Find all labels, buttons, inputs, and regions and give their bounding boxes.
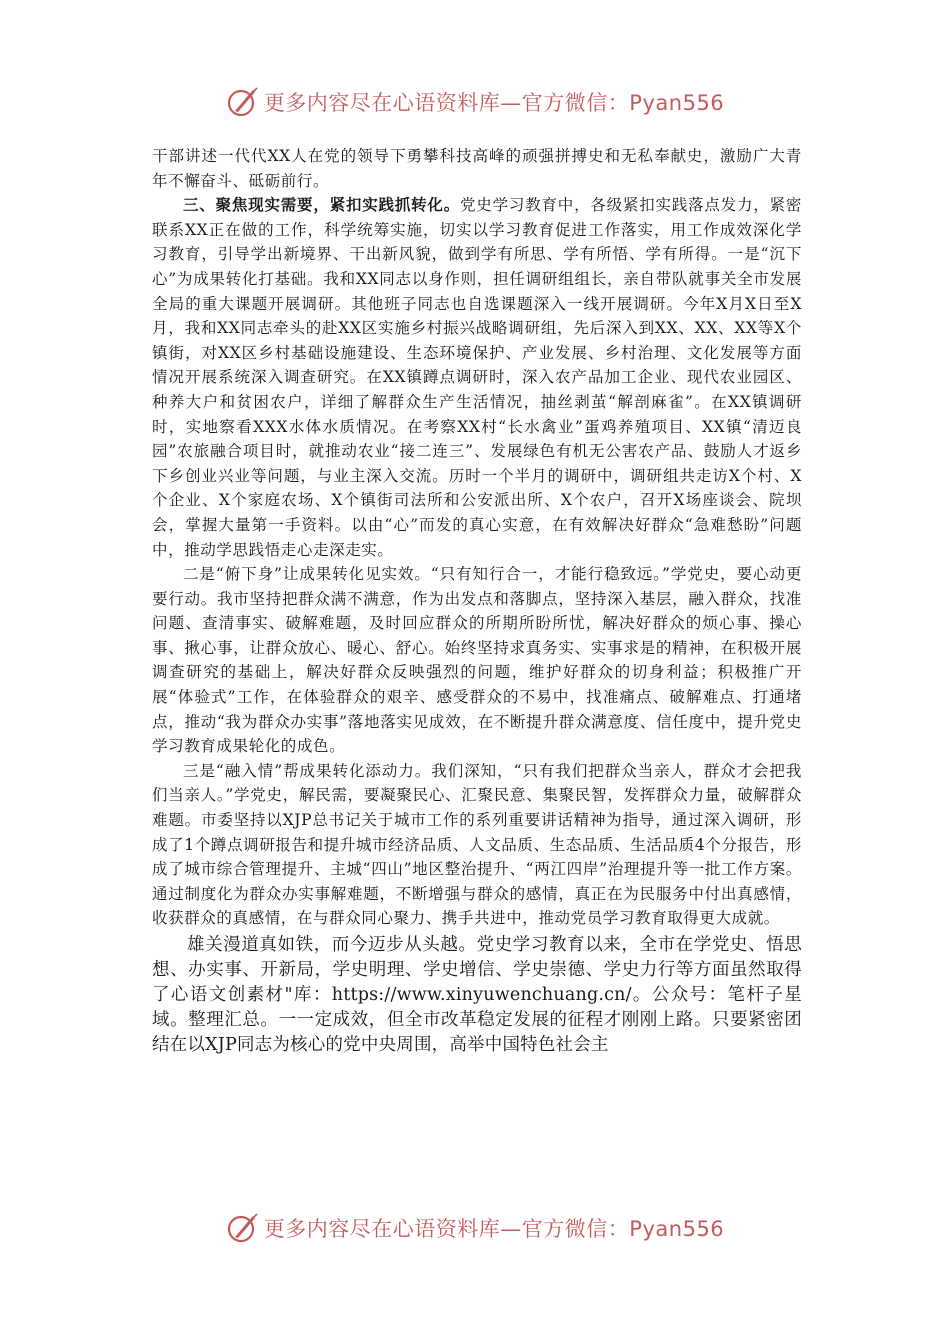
- quill-pen-logo-icon: [226, 85, 260, 119]
- document-body: [152, 144, 802, 1058]
- header-banner-text: 更多内容尽在心语资料库—官方微信：Pyan556: [263, 91, 725, 115]
- footer-banner-text: 更多内容尽在心语资料库—官方微信：Pyan556: [263, 1217, 725, 1241]
- paragraph-4: 三是“融入情”帮成果转化添动力。我们深知，“只有我们把群众当亲人，群众才会把我们当亲人。”学党史，解民需，要凝聚民心、汇聚民意、集聚民智，发挥群众力量，破解群众难题。市委坚持以XJP总书记关于城市工作的系列重要讲话精神为指导，通过深入调研，形成了1个蹲点调研报告和提升城市经济品质、人文品质、生态品质、生活品质4个分报告，形成了城市综合管理提升、主城“四山”地区整治提升、“两江四岸”治理提升等一批工作方案。通过制度化为群众办实事解难题，不断增强与群众的感情，真正在为民服务中付出真感情，收获群众的真感情，在与群众同心聚力、携手共进中，推动党员学习教育取得更大成就。: [152, 761, 802, 928]
- paragraph-2: [152, 193, 802, 562]
- paragraph-5: 雄关漫道真如铁，而今迈步从头越。党史学习教育以来，全市在学党史、悟思想、办实事、开新局，学史明理、学史增信、学史崇德、学史力行等方面虽然取得了心语文创素材"库：https://www.xinyuwenchuang.cn/。公众号：笔杆子星域。整理汇总。一一定成效，但全市改革稳定发展的征程才刚刚上路。只要紧密团结在以XJP同志为核心的党中央周围，高举中国特色社会主: [152, 935, 802, 1055]
- section-heading: 三、聚焦现实需要，紧扣实践抓转化。: [183, 195, 461, 215]
- paragraph-2-body: 党史学习教育中，各级紧扣实践落点发力，紧密联系XX正在做的工作，科学统筹实施，切实以学习教育促进工作落实，用工作成效深化学习教育，引导学出新境界、干出新风貌，做到学有所思、学有所悟、学有所得。一是“沉下心”为成果转化打基础。我和XX同志以身作则，担任调研组组长，亲自带队就事关全市发展全局的重大课题开展调研。其他班子同志也自选课题深入一线开展调研。今年X月X日至X月，我和XX同志牵头的赴XX区实施乡村振兴战略调研组，先后深入到XX、XX、XX等X个镇街，对XX区乡村基础设施建设、生态环境保护、产业发展、乡村治理、文化发展等方面情况开展系统深入调查研究。在XX镇蹲点调研时，深入农产品加工企业、现代农业园区、种养大户和贫困农户，详细了解群众生产生活情况，抽丝剥茧“解剖麻雀”。在XX镇调研时，实地察看XXX水体水质情况。在考察XX村“长水禽业”蛋鸡养殖项目、XX镇“清迈良园”农旅融合项目时，就推动农业“接二连三”、发展绿色有机无公害农产品、鼓励人才返乡下乡创业兴业等问题，与业主深入交流。历时一个半月的调研中，调研组共走访X个村、X个企业、X个家庭农场、X个镇街司法所和公安派出所、X个农户，召开X场座谈会、院坝会，掌握大量第一手资料。以由“心”而发的真心实意，在有效解决好群众“急难愁盼”问题中，推动学思践悟走心走深走实。: [152, 196, 803, 559]
- header-banner: [0, 82, 950, 122]
- paragraph-3: 二是“俯下身”让成果转化见实效。“只有知行合一，才能行稳致远。”学党史，要心动更要行动。我市坚持把群众满不满意，作为出发点和落脚点，坚持深入基层，融入群众，找准问题、查清事实、破解难题，及时回应群众的所期所盼所忧，解决好群众的烦心事、操心事、揪心事，让群众放心、暖心、舒心。始终坚持求真务实、实事求是的精神，在积极开展调查研究的基础上，解决好群众反映强烈的问题，维护好群众的切身利益；积极推广开展“体验式”工作，在体验群众的艰辛、感受群众的不易中，找准痛点、破解难点、打通堵点，推动“我为群众办实事”落地落实见成效，在不断提升群众满意度、信任度中，提升党史学习教育成果轮化的成色。: [152, 565, 802, 756]
- quill-pen-logo-icon: [226, 1211, 260, 1245]
- paragraph-1: 干部讲述一代代XX人在党的领导下勇攀科技高峰的顽强拼搏史和无私奉献史，激励广大青年不懈奋斗、砥砺前行。: [152, 147, 802, 190]
- footer-banner: [0, 1208, 950, 1248]
